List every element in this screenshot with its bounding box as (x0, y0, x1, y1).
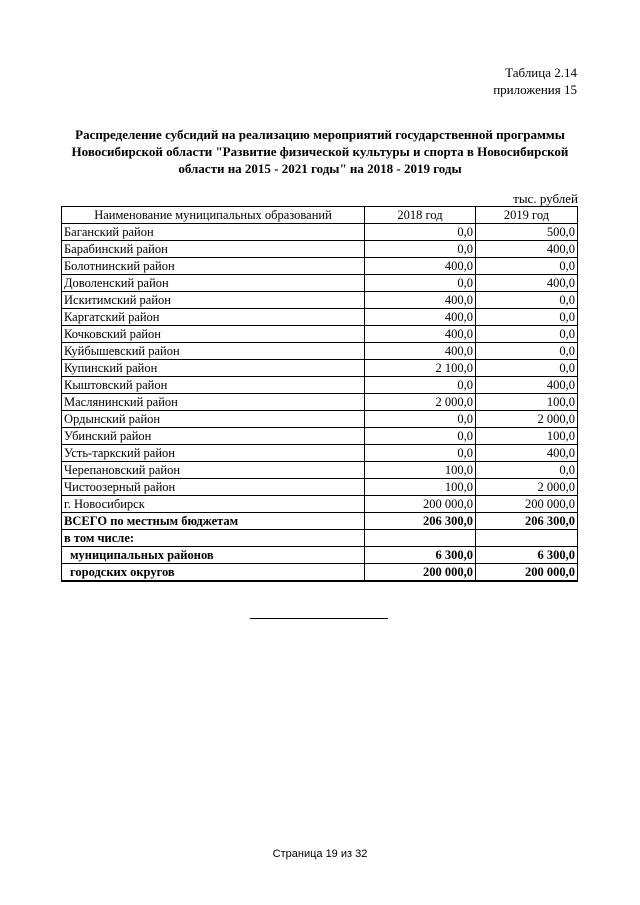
appendix-number: приложения 15 (493, 82, 577, 97)
district-name: Чистоозерный район (62, 479, 365, 496)
subtotal-2019: 6 300,0 (476, 547, 578, 564)
value-2019: 400,0 (476, 445, 578, 462)
including-label: в том числе: (62, 530, 365, 547)
table-row (62, 343, 578, 360)
value-2018: 400,0 (365, 326, 476, 343)
title-line: Новосибирской области "Развитие физической культуры и спорта в Новосибирской (71, 144, 569, 159)
value-2019: 0,0 (476, 326, 578, 343)
table-row (62, 462, 578, 479)
column-header-2018: 2018 год (365, 207, 476, 224)
title-line: Распределение субсидий на реализацию мероприятий государственной программы (75, 127, 565, 142)
value-2019: 0,0 (476, 309, 578, 326)
district-name: Усть-таркский район (62, 445, 365, 462)
table-row (62, 326, 578, 343)
table-row (62, 377, 578, 394)
title-line: области на 2015 - 2021 годы" на 2018 - 2019 годы (178, 161, 462, 176)
value-2019: 400,0 (476, 275, 578, 292)
table-number: Таблица 2.14 (505, 65, 577, 80)
table-row (62, 445, 578, 462)
value-2019: 100,0 (476, 428, 578, 445)
value-2019: 100,0 (476, 394, 578, 411)
value-2018: 400,0 (365, 292, 476, 309)
empty-cell (365, 530, 476, 547)
value-2018: 400,0 (365, 343, 476, 360)
column-header-name: Наименование муниципальных образований (62, 207, 365, 224)
value-2018: 200 000,0 (365, 496, 476, 513)
table-row (62, 258, 578, 275)
subtotal-2018: 200 000,0 (365, 564, 476, 582)
table-row (62, 479, 578, 496)
empty-cell (476, 530, 578, 547)
value-2019: 0,0 (476, 258, 578, 275)
table-row (62, 275, 578, 292)
subtotal-label: муниципальных районов (62, 547, 365, 564)
total-label: ВСЕГО по местным бюджетам (62, 513, 365, 530)
value-2018: 400,0 (365, 309, 476, 326)
total-2019: 206 300,0 (476, 513, 578, 530)
value-2018: 400,0 (365, 258, 476, 275)
value-2018: 0,0 (365, 377, 476, 394)
value-2019: 0,0 (476, 343, 578, 360)
district-name: Кочковский район (62, 326, 365, 343)
total-row (62, 513, 578, 530)
value-2019: 0,0 (476, 292, 578, 309)
district-name: Барабинский район (62, 241, 365, 258)
district-name: Куйбышевский район (62, 343, 365, 360)
district-name: Ордынский район (62, 411, 365, 428)
district-name: Маслянинский район (62, 394, 365, 411)
district-name: Искитимский район (62, 292, 365, 309)
table-row (62, 394, 578, 411)
including-row (62, 530, 578, 547)
value-2018: 0,0 (365, 428, 476, 445)
value-2018: 2 100,0 (365, 360, 476, 377)
subtotal-2019: 200 000,0 (476, 564, 578, 582)
value-2018: 0,0 (365, 224, 476, 241)
district-name: Убинский район (62, 428, 365, 445)
table-row (62, 428, 578, 445)
table-reference (493, 64, 577, 98)
subtotal-row (62, 547, 578, 564)
value-2019: 2 000,0 (476, 411, 578, 428)
value-2018: 0,0 (365, 411, 476, 428)
subtotal-label: городских округов (62, 564, 365, 582)
district-name: Баганский район (62, 224, 365, 241)
table-header-row (62, 207, 578, 224)
value-2018: 2 000,0 (365, 394, 476, 411)
total-2018: 206 300,0 (365, 513, 476, 530)
district-name: Черепановский район (62, 462, 365, 479)
value-2019: 0,0 (476, 462, 578, 479)
value-2019: 400,0 (476, 241, 578, 258)
value-2019: 2 000,0 (476, 479, 578, 496)
value-2018: 100,0 (365, 479, 476, 496)
value-2018: 0,0 (365, 445, 476, 462)
table-row (62, 496, 578, 513)
table-row (62, 411, 578, 428)
separator-line (250, 618, 388, 619)
district-name: Каргатский район (62, 309, 365, 326)
district-name: Доволенский район (62, 275, 365, 292)
table-row (62, 224, 578, 241)
subsidy-table (61, 206, 578, 582)
table-row (62, 292, 578, 309)
district-name: Кыштовский район (62, 377, 365, 394)
column-header-2019: 2019 год (476, 207, 578, 224)
subtotal-row (62, 564, 578, 582)
value-2019: 200 000,0 (476, 496, 578, 513)
table-row (62, 360, 578, 377)
table-row (62, 309, 578, 326)
document-title (60, 126, 580, 177)
district-name: г. Новосибирск (62, 496, 365, 513)
value-2019: 500,0 (476, 224, 578, 241)
value-2018: 0,0 (365, 241, 476, 258)
district-name: Купинский район (62, 360, 365, 377)
value-2019: 0,0 (476, 360, 578, 377)
table-row (62, 241, 578, 258)
value-2019: 400,0 (476, 377, 578, 394)
value-2018: 100,0 (365, 462, 476, 479)
page-footer: Страница 19 из 32 (272, 848, 368, 860)
subtotal-2018: 6 300,0 (365, 547, 476, 564)
value-2018: 0,0 (365, 275, 476, 292)
unit-label: тыс. рублей (513, 191, 578, 206)
district-name: Болотнинский район (62, 258, 365, 275)
